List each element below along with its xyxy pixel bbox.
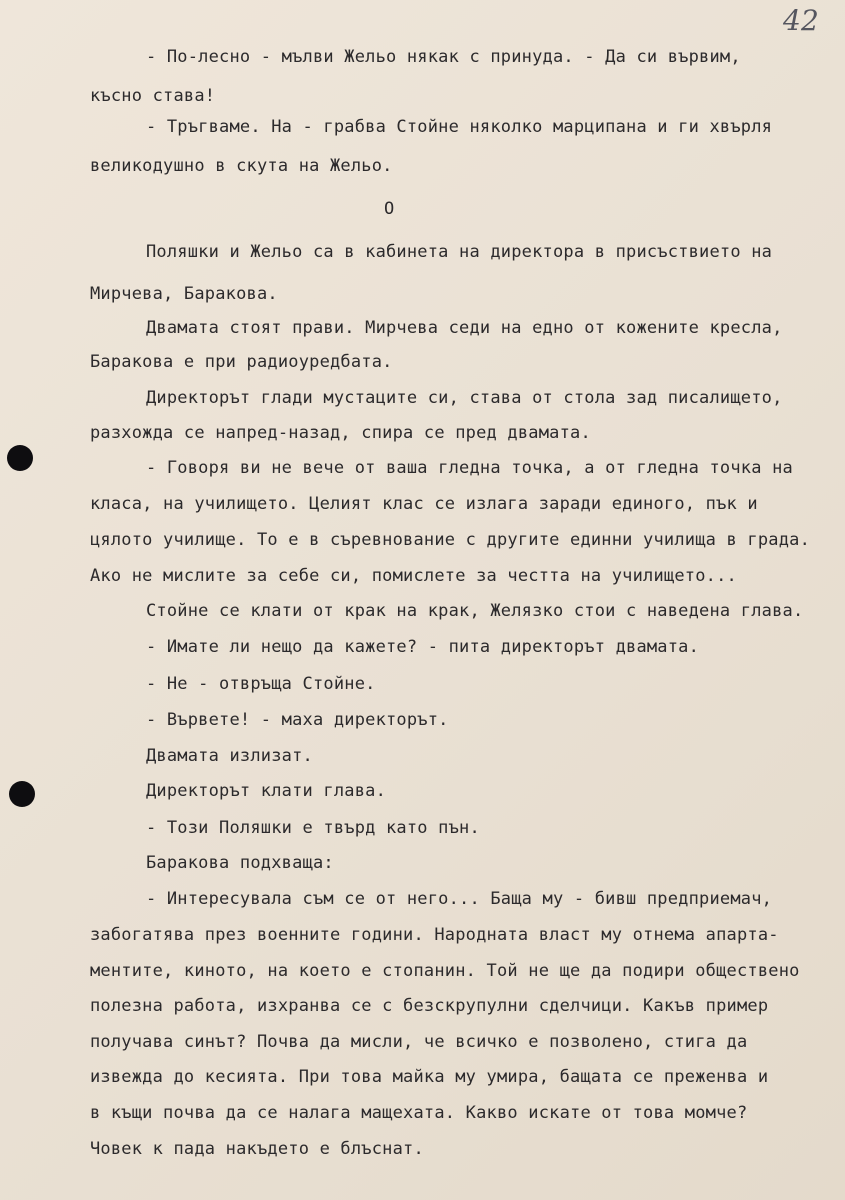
text-line: ментите, киното, на което е стопанин. Той не ще да подири обществено xyxy=(90,961,800,981)
text-line: великодушно в скута на Жельо. xyxy=(90,156,393,176)
text-line: Двамата стоят прави. Мирчева седи на едно от кожените кресла, xyxy=(146,318,783,338)
text-line: - Интересувала съм се от него... Баща му - бивш предприемач, xyxy=(146,889,773,909)
text-line: Ако не мислите за себе си, помислете за честта на училището... xyxy=(90,566,737,586)
text-line: полезна работа, изхранва се с безскрупулни сделчици. Какъв пример xyxy=(90,996,769,1016)
text-line: - Тръгваме. На - грабва Стойне няколко марципана и ги хвърля xyxy=(146,117,773,137)
text-line: Директорът глади мустаците си, става от стола зад писалището, xyxy=(146,388,783,408)
text-line: в къщи почва да се налага мащехата. Какво искате от това момче? xyxy=(90,1103,748,1123)
text-line: Човек к пада накъдето е блъснат. xyxy=(90,1139,424,1159)
text-line: Директорът клати глава. xyxy=(146,781,387,801)
text-line: извежда до кесията. При това майка му умира, бащата се преженва и xyxy=(90,1067,769,1087)
text-line: класа, на училището. Целият клас се излага заради единого, пък и xyxy=(90,494,758,514)
text-line: цялото училище. То е в съревнование с другите единни училища в града. xyxy=(90,530,811,550)
text-line: Двамата излизат. xyxy=(146,746,313,766)
text-line: получава синът? Почва да мисли, че всичко е позволено, стига да xyxy=(90,1032,748,1052)
text-line: - Този Поляшки е твърд като пън. xyxy=(146,818,480,838)
section-mark: О xyxy=(384,199,395,219)
text-line: късно става! xyxy=(90,86,216,106)
text-line: Стойне се клати от крак на крак, Желязко стои с наведена глава. xyxy=(146,601,804,621)
text-line: разхожда се напред-назад, спира се пред двамата. xyxy=(90,423,591,443)
text-line: - По-лесно - мълви Жельо някак с принуда. - Да си вървим, xyxy=(146,47,741,67)
text-line: Баракова е при радиоуредбата. xyxy=(90,352,393,372)
text-line: - Говоря ви не вече от ваша гледна точка, а от гледна точка на xyxy=(146,458,793,478)
page-number: 42 xyxy=(782,4,819,37)
punch-hole-bottom xyxy=(9,781,35,807)
text-line: Мирчева, Баракова. xyxy=(90,284,278,304)
text-line: Поляшки и Жельо са в кабинета на директора в присъствието на xyxy=(146,242,773,262)
text-line: - Имате ли нещо да кажете? - пита директорът двамата. xyxy=(146,637,700,657)
text-line: - Вървете! - маха директорът. xyxy=(146,710,449,730)
text-line: Баракова подхваща: xyxy=(146,853,334,873)
punch-hole-top xyxy=(7,445,33,471)
text-line: - Не - отвръща Стойне. xyxy=(146,674,376,694)
text-line: забогатява през военните години. Народната власт му отнема апарта- xyxy=(90,925,779,945)
